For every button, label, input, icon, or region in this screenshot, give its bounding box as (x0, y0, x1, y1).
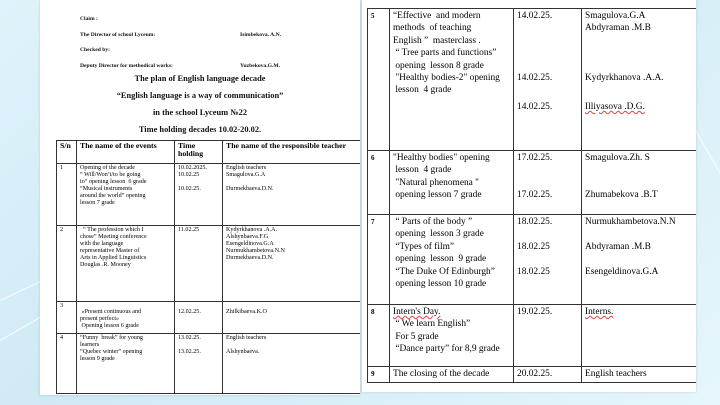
time-line: 18.02.25 (517, 241, 550, 252)
time-line: 13.02.25. (178, 349, 201, 356)
table-row (57, 302, 361, 334)
event-line: with the language (80, 241, 124, 248)
event-line: «Present continuous and (80, 309, 142, 315)
event-line: “Dance party” for 8,9 grade (393, 344, 500, 355)
event-line: opening lesson 9 grade (393, 254, 487, 265)
event-line: “ Will/Won’t/to be going (80, 172, 141, 179)
teacher-cell (582, 215, 697, 305)
teacher-cell (582, 151, 697, 215)
time-line: 11.02.25 (178, 227, 200, 233)
col-time: Time holding (175, 141, 223, 164)
col-teacher: The name of the responsible teacher (223, 141, 361, 164)
event-cell (77, 302, 175, 334)
event-cell (390, 367, 514, 383)
time-line: 20.02.25. (517, 369, 553, 379)
doc-school: in the school Lyceum №22 (152, 108, 248, 117)
teacher-cell (582, 305, 697, 367)
event-line: Arts in Applied Linguistics (80, 255, 147, 262)
teacher-line: English teachers (585, 369, 647, 379)
doc-dates: Time holding decades 10.02-20.02. (138, 125, 262, 134)
event-line: “Funny break” for young (80, 335, 143, 341)
time-line: 14.02.25. (517, 73, 553, 84)
event-line: “Musical instruments (80, 186, 133, 193)
time-cell (175, 302, 223, 334)
row-number: 3 (57, 302, 77, 334)
event-line: lesson 4 grade (393, 85, 452, 96)
event-line: lesson 4 grade (393, 165, 452, 176)
teacher-cell (582, 367, 697, 383)
table-row (368, 9, 697, 151)
teacher-line: Zhilkibaeva.K.O (226, 309, 267, 315)
col-events: The name of the events (77, 141, 175, 164)
event-line: lesson 9 grade (80, 356, 115, 363)
director-name: Isimbekova. A.N. (240, 32, 282, 38)
event-cell (390, 9, 514, 151)
teacher-line: Kydyrkhanova .A.A. (585, 73, 664, 84)
teacher-line: Alshynbaeva. (226, 349, 260, 356)
time-cell (514, 151, 582, 215)
doc-title: The plan of English language decade (134, 74, 266, 83)
claim-label: Claim : (80, 16, 98, 22)
event-line: Douglas .R. Mooney (80, 262, 131, 269)
table-row (368, 367, 697, 383)
event-line: “ Parts of the body ” (393, 217, 473, 227)
plan-table-right (367, 8, 696, 383)
teacher-cell (223, 302, 361, 334)
time-cell (175, 334, 223, 394)
teacher-line: Illiyasova .D.G. (585, 101, 645, 112)
teacher-line: Nurmukhambetova.N.N (585, 217, 676, 227)
table-row (57, 226, 361, 302)
teacher-line: Esengeldinova.G.A (585, 266, 659, 277)
event-cell (77, 164, 175, 226)
event-line: Opening lesson 6 grade (80, 323, 139, 330)
doc-subtitle: “English language is a way of communication” (116, 91, 284, 100)
row-number: 4 (57, 334, 77, 394)
deputy-label: Deputy Director for methodical works: (80, 63, 173, 69)
event-line: "Healthy bodies" opening (393, 153, 490, 163)
teacher-line: English teachers (226, 335, 267, 341)
row-number: 2 (57, 226, 77, 302)
document-page-left (40, 0, 360, 395)
col-sn: S/n (57, 141, 77, 164)
teacher-line: Zhumabekova .B.T (585, 190, 658, 201)
time-cell (514, 305, 582, 367)
event-line: to” opening lesson 6 grade (80, 179, 147, 186)
event-line: representative Master of (80, 248, 140, 255)
event-line: present perfect» (80, 316, 120, 323)
event-cell (77, 226, 175, 302)
time-cell (514, 9, 582, 151)
event-line: Intern's Day. (393, 307, 441, 317)
event-line: opening lesson 7 grade (393, 190, 482, 201)
event-cell (390, 305, 514, 367)
teacher-line: Nurmukhambetova.N.N (226, 248, 285, 255)
time-cell (514, 215, 582, 305)
time-line: 17.02.25. (517, 190, 553, 201)
event-line: methods of teaching (393, 23, 472, 34)
teacher-cell (223, 226, 361, 302)
event-line: “The Duke Of Edinburgh” (393, 266, 495, 277)
teacher-line: Esengeldinova.G.A (226, 241, 274, 248)
table-row (57, 164, 361, 226)
event-line: "Natural phenomena " (393, 177, 480, 188)
time-cell (175, 164, 223, 226)
time-line: 18.02.25 (517, 266, 550, 277)
event-line: For 5 grade (393, 331, 439, 342)
event-line: opening lesson 8 grade (393, 60, 484, 71)
plan-table-left (56, 140, 360, 394)
time-cell (175, 226, 223, 302)
event-line: learners (80, 342, 100, 349)
director-label: The Director of school Lyceum: (80, 32, 156, 38)
teacher-line: Smagulova.Zh. S (585, 153, 650, 163)
event-cell (77, 334, 175, 394)
time-line: 14.02.25. (517, 11, 553, 21)
table-header-row (57, 141, 361, 164)
row-number: 6 (368, 151, 390, 215)
teacher-line: Durmekbaeva.D.N. (226, 255, 274, 262)
teacher-line: Abdyraman .M.B (585, 241, 651, 252)
event-line: Opening of the decade (80, 165, 135, 171)
event-line: opening lesson 3 grade (393, 229, 484, 240)
event-line: opening lesson 10 grade (393, 279, 487, 290)
event-line: The closing of the decade (393, 369, 490, 379)
event-line: “ Tree parts and functions” (393, 48, 497, 59)
time-line: 13.02.25. (178, 335, 201, 341)
time-line: 10.02.25. (178, 186, 201, 193)
time-line: 10.02.25 (178, 172, 200, 179)
time-cell (514, 367, 582, 383)
event-line: “ The profession which I (80, 227, 144, 233)
time-line: 19.02.25. (517, 307, 553, 317)
teacher-line: English teachers (226, 165, 267, 171)
event-line: “ We learn English” (393, 319, 471, 330)
table-row (368, 215, 697, 305)
table-row (57, 334, 361, 394)
event-line: “Quebec winter” opening (80, 349, 143, 356)
row-number: 7 (368, 215, 390, 305)
event-line: "Healthy bodies-2" opening (393, 73, 500, 84)
row-number: 9 (368, 367, 390, 383)
teacher-cell (582, 9, 697, 151)
teacher-line: Interns. (585, 307, 614, 317)
event-line: lesson 7 grade (80, 200, 115, 207)
event-line: “Effective and modern (393, 11, 481, 21)
row-number: 5 (368, 9, 390, 151)
event-line: around the world” opening (80, 193, 146, 200)
teacher-line: Kydyrkhanova .A.A. (226, 227, 278, 233)
time-line: 17.02.25. (517, 153, 553, 163)
teacher-line: Abdyraman .M.B (585, 23, 651, 34)
teacher-cell (223, 164, 361, 226)
event-line: “Types of film” (393, 241, 455, 252)
teacher-line: Durmekbaeva.D.N. (226, 186, 274, 193)
time-line: 18.02.25. (517, 217, 553, 227)
event-cell (390, 151, 514, 215)
document-page-right (362, 0, 696, 392)
event-cell (390, 215, 514, 305)
event-line: chose” Meeting conference (80, 234, 147, 241)
teacher-line: Smagulova.G.A (585, 11, 646, 21)
teacher-line: Smagulova.G.A (226, 172, 266, 179)
table-row (368, 151, 697, 215)
time-line: 14.02.25. (517, 101, 553, 112)
checked-label: Checked by: (80, 47, 110, 53)
deputy-name: Yuzbekova.G.M. (240, 63, 281, 69)
event-line: English ” masterclass . (393, 35, 481, 46)
row-number: 8 (368, 305, 390, 367)
teacher-cell (223, 334, 361, 394)
teacher-line: Alshynbaeva.F.G (226, 234, 269, 241)
row-number: 1 (57, 164, 77, 226)
table-row (368, 305, 697, 367)
time-line: 12.02.25. (178, 309, 201, 315)
time-line: 10.02.2025. (178, 165, 207, 171)
